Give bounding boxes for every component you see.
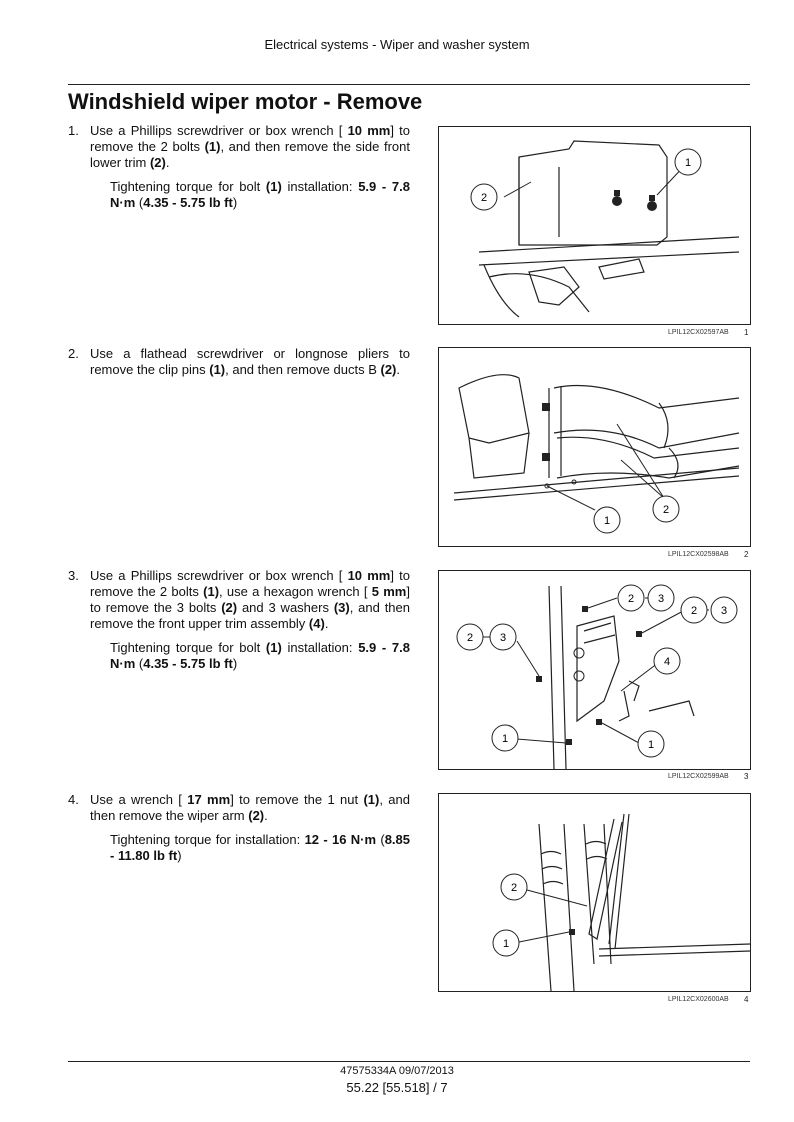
emphasis-run: 5.9 - 7.8 N·m: [110, 179, 411, 210]
torque-spec: [110, 640, 410, 672]
text-run: .: [396, 362, 401, 377]
step-number: 1.: [68, 123, 79, 138]
text-run: ] to remove the 1 nut: [230, 792, 364, 807]
step-text: [90, 792, 410, 824]
figure-ref-code: LPIL12CX02598AB: [668, 551, 729, 558]
figure-4-illustration: [438, 793, 751, 992]
step-text: [90, 346, 410, 378]
emphasis-run: 5.9 - 7.8 N·m: [110, 640, 411, 671]
text-run: .: [165, 155, 170, 170]
text-run: ] to remove the 2 bolts: [90, 568, 410, 599]
callout-label: 1: [684, 157, 692, 169]
emphasis-run: (2): [149, 155, 166, 170]
callout-label: 1: [501, 733, 509, 745]
figure-ref-code: LPIL12CX02600AB: [668, 996, 729, 1003]
text-run: (: [376, 832, 385, 847]
text-run: , and then remove ducts B: [225, 362, 381, 377]
text-run: Tightening torque for installation:: [110, 832, 305, 847]
text-run: Tightening torque for bolt: [110, 179, 266, 194]
footer-rule: [68, 1061, 750, 1062]
text-run: Use a wrench [: [90, 792, 188, 807]
figure-1-illustration: [438, 126, 751, 325]
figure-ref-code: LPIL12CX02599AB: [668, 773, 729, 780]
torque-spec: [110, 832, 410, 864]
emphasis-run: 12 - 16 N·m: [304, 832, 377, 847]
callout-label: 1: [502, 938, 510, 950]
emphasis-run: (1): [265, 179, 282, 194]
document-id: 47575334A 09/07/2013: [340, 1065, 454, 1077]
emphasis-run: (1): [203, 584, 220, 599]
callout-label: 1: [647, 739, 655, 751]
page-number: 55.22 [55.518] / 7: [346, 1080, 448, 1095]
emphasis-run: 4.35 - 5.75 lb ft: [143, 195, 233, 210]
emphasis-run: (1): [265, 640, 282, 655]
emphasis-run: 5 mm: [371, 584, 407, 599]
callout-label: 3: [720, 605, 728, 617]
callout-label: 4: [663, 656, 671, 668]
callout-label: 2: [690, 605, 698, 617]
text-run: Use a flathead screwdriver or longnose pliers to remove the clip pins: [90, 346, 410, 377]
emphasis-run: (2): [380, 362, 397, 377]
step-number: 3.: [68, 568, 79, 583]
text-run: ] to remove the 3 bolts: [90, 584, 410, 615]
step-number: 4.: [68, 792, 79, 807]
callout-label: 2: [480, 192, 488, 204]
text-run: ): [232, 195, 238, 210]
text-run: Use a Phillips screwdriver or box wrench [: [90, 123, 348, 138]
emphasis-run: 10 mm: [347, 123, 391, 138]
text-run: installation:: [281, 179, 359, 194]
text-run: and 3 washers: [237, 600, 334, 615]
callout-label: 2: [627, 593, 635, 605]
emphasis-run: (4): [308, 616, 325, 631]
text-run: (: [135, 656, 144, 671]
text-run: ] to remove the 2 bolts: [90, 123, 410, 154]
figure-number: 1: [744, 328, 749, 337]
emphasis-run: 10 mm: [347, 568, 391, 583]
step-2: [68, 346, 410, 378]
callout-group: [457, 585, 737, 757]
text-run: , and then remove the side front lower trim: [90, 139, 410, 170]
callout-label: 2: [662, 504, 670, 516]
figure-number: 4: [744, 995, 749, 1004]
text-run: , use a hexagon wrench [: [219, 584, 372, 599]
figure-number: 3: [744, 772, 749, 781]
callout-label: 1: [603, 515, 611, 527]
step-3: [68, 568, 410, 672]
text-run: installation:: [281, 640, 359, 655]
text-run: Use a Phillips screwdriver or box wrench [: [90, 568, 348, 583]
header-rule: [68, 84, 750, 85]
step-text: [90, 123, 410, 171]
step-4: [68, 792, 410, 864]
emphasis-run: (1): [204, 139, 221, 154]
callout-label: 2: [510, 882, 518, 894]
figure-2-illustration: [438, 347, 751, 547]
emphasis-run: (2): [221, 600, 238, 615]
emphasis-run: (1): [209, 362, 226, 377]
callout-label: 3: [499, 632, 507, 644]
page-title: Windshield wiper motor - Remove: [68, 89, 423, 114]
step-text: [90, 568, 410, 632]
emphasis-run: (2): [248, 808, 265, 823]
text-run: .: [264, 808, 268, 823]
figure-ref-code: LPIL12CX02597AB: [668, 329, 729, 336]
emphasis-run: (1): [363, 792, 380, 807]
callout-label: 3: [657, 593, 665, 605]
figure-number: 2: [744, 550, 749, 559]
emphasis-run: (3): [333, 600, 350, 615]
emphasis-run: 8.85 - 11.80 lb ft: [110, 832, 410, 863]
figure-3-illustration: [438, 570, 751, 770]
callout-label: 2: [466, 632, 474, 644]
text-run: ): [177, 848, 182, 863]
emphasis-run: 17 mm: [187, 792, 231, 807]
callout-group: [594, 496, 679, 533]
text-run: (: [135, 195, 144, 210]
step-1: [68, 123, 410, 211]
text-run: , and then remove the front upper trim assembly: [90, 600, 411, 631]
emphasis-run: 4.35 - 5.75 lb ft: [143, 656, 233, 671]
step-number: 2.: [68, 346, 79, 361]
callout-group: [493, 874, 527, 956]
text-run: .: [324, 616, 329, 631]
text-run: , and then remove the wiper arm: [90, 792, 410, 823]
torque-spec: [110, 179, 410, 211]
text-run: ): [232, 656, 238, 671]
page-header: Electrical systems - Wiper and washer system: [264, 37, 530, 52]
text-run: Tightening torque for bolt: [110, 640, 266, 655]
